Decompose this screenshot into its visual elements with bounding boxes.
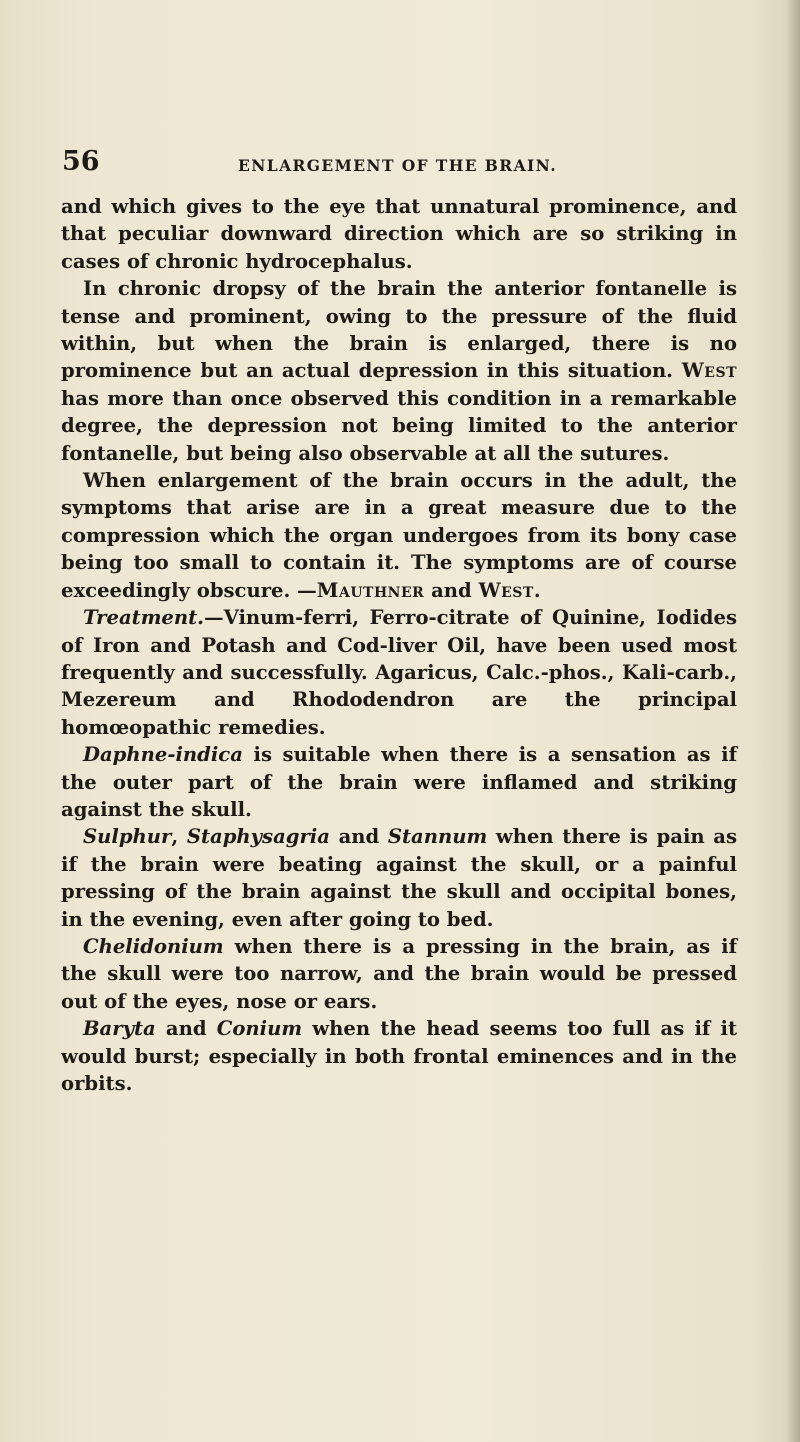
paragraph-text: —Vinum-ferri, Ferro-citrate of Quinine, Iodides of Iron and Potash and Cod-liver Oil, have been used most frequently and successfully. Agaricus, Calc.-phos., Kali-carb., Mezereum and Rhododendron are the principal homœopathic remedies. — [61, 606, 737, 739]
conjunction: and — [431, 578, 472, 602]
conjunction: and — [165, 1017, 207, 1041]
paragraph-baryta — [61, 1015, 737, 1097]
paragraph-daphne — [61, 741, 737, 823]
paragraph-dropsy — [61, 275, 737, 467]
author-name-west: West — [681, 359, 737, 383]
paragraph-chelidonium — [61, 933, 737, 1015]
running-title: ENLARGEMENT OF THE BRAIN. — [238, 156, 558, 175]
paragraph-sulphur — [61, 823, 737, 933]
author-name-mauthner: Mauthner — [316, 578, 425, 602]
paragraph-text: When enlargement of the brain occurs in the adult, the symptoms that arise are in a great measure due to the compression which the organ undergoes from its bony case being too small to contain it. The symptoms are of course exceedingly obscure. — [61, 469, 737, 602]
paragraph-treatment — [61, 604, 737, 741]
paragraph-text: In chronic dropsy of the brain the anterior fontanelle is tense and prominent, owing to the pressure of the fluid within, but when the brain is enlarged, there is no prominence but an actual depression in this situation. — [61, 277, 737, 383]
page-number: 56 — [62, 146, 100, 177]
paragraph-text: when there is a pressing in the brain, as if the skull were too narrow, and the brain would be pressed out of the eyes, nose or ears. — [61, 934, 737, 1013]
page-edge-shadow — [786, 0, 800, 1442]
remedy-name: Staphysagria — [186, 825, 330, 849]
remedy-name: Conium — [216, 1017, 303, 1041]
paragraph-text: when the head seems too full as if it would burst; especially in both frontal eminences and in the orbits. — [61, 1017, 737, 1095]
remedy-name: Sulphur — [83, 825, 172, 849]
paragraph-text: when there is pain as if the brain were beating against the skull, or a painful pressing of the brain against the skull and occipital bones, in the evening, even after going to bed. — [61, 825, 737, 931]
em-dash: — — [297, 578, 317, 602]
paragraph-text: is suitable when there is a sensation as if the outer part of the brain were inflamed and striking against the skull. — [61, 743, 738, 821]
author-name-west: West — [478, 578, 534, 602]
page-header — [62, 146, 742, 180]
remedy-name: Baryta — [83, 1017, 156, 1041]
remedy-name: Chelidonium — [83, 934, 224, 958]
paragraph-adult — [61, 467, 737, 604]
period: . — [533, 578, 541, 602]
paragraph-text: and which gives to the eye that unnatural prominence, and that peculiar downward direction which are so striking in cases of chronic hydrocephalus. — [61, 195, 737, 273]
comma: , — [171, 825, 179, 849]
remedy-name: Daphne-indica — [83, 743, 243, 767]
remedy-name: Stannum — [387, 825, 488, 849]
paragraph-text: has more than once observed this condition in a remarkable degree, the depression not being limited to the anterior fontanelle, but being also observable at all the sutures. — [61, 386, 737, 465]
body-text — [61, 193, 737, 1097]
paragraph-continuation — [61, 193, 737, 275]
conjunction: and — [338, 825, 380, 849]
treatment-label: Treatment. — [83, 606, 205, 630]
